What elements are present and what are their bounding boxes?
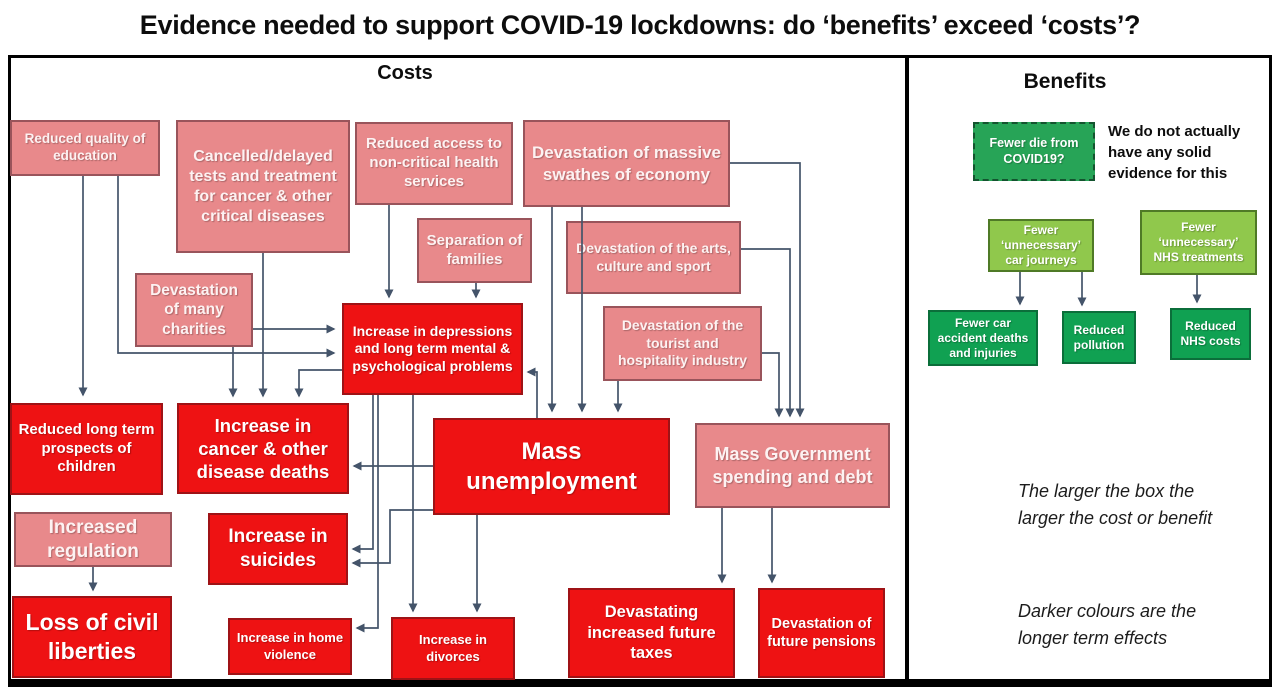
cost-box-cancer-deaths: Increase in cancer & other disease deaths — [177, 403, 349, 494]
cost-box-children-prospects: Reduced long term prospects of children — [10, 403, 163, 495]
cost-box-depressions: Increase in depressions and long term mental & psychological problems — [342, 303, 523, 395]
benefits-panel-header: Benefits — [1023, 70, 1107, 93]
benefit-box-fewer-nhs-treatments: Fewer ‘unnecessary’ NHS treatments — [1140, 210, 1257, 275]
benefit-box-fewer-car-accidents: Fewer car accident deaths and injuries — [928, 310, 1038, 366]
cost-box-reduced-access-health: Reduced access to non-critical health services — [355, 122, 513, 205]
cost-box-increased-regulation: Increased regulation — [14, 512, 172, 567]
cost-box-future-pensions: Devastation of future pensions — [758, 588, 885, 678]
cost-box-economy-devastation: Devastation of massive swathes of economy — [523, 120, 730, 207]
benefit-box-fewer-die-covid: Fewer die from COVID19? — [973, 122, 1095, 181]
benefit-box-reduced-nhs-costs: Reduced NHS costs — [1170, 308, 1251, 360]
evidence-note: We do not actually have any solid evidence for this — [1108, 123, 1241, 182]
cost-box-separation-families: Separation of families — [417, 218, 532, 283]
cost-box-civil-liberties: Loss of civil liberties — [12, 596, 172, 678]
cost-box-cancelled-delayed-treatment: Cancelled/delayed tests and treatment for cancer & other critical diseases — [176, 120, 350, 253]
benefit-box-fewer-car-journeys: Fewer ‘unnecessary’ car journeys — [988, 219, 1094, 272]
cost-box-charities: Devastation of many charities — [135, 273, 253, 347]
page-title: Evidence needed to support COVID-19 lockdowns: do ‘benefits’ exceed ‘costs’? — [139, 10, 1141, 40]
costs-panel-header: Costs — [377, 62, 433, 84]
cost-box-government-spending: Mass Government spending and debt — [695, 423, 890, 508]
cost-box-reduced-education: Reduced quality of education — [10, 120, 160, 176]
size-legend-note: The larger the box the larger the cost or benefit — [1018, 481, 1213, 528]
color-legend-note: Darker colours are the longer term effects — [1018, 601, 1197, 648]
cost-box-suicides: Increase in suicides — [208, 513, 348, 585]
panel-divider — [905, 55, 909, 687]
benefit-box-reduced-pollution: Reduced pollution — [1062, 311, 1136, 364]
cost-box-future-taxes: Devastating increased future taxes — [568, 588, 735, 678]
cost-box-arts-culture-sport: Devastation of the arts, culture and sport — [566, 221, 741, 294]
cost-box-divorces: Increase in divorces — [391, 617, 515, 680]
cost-box-mass-unemployment: Mass unemployment — [433, 418, 670, 515]
cost-box-tourist-hospitality: Devastation of the tourist and hospitality industry — [603, 306, 762, 381]
cost-box-home-violence: Increase in home violence — [228, 618, 352, 675]
